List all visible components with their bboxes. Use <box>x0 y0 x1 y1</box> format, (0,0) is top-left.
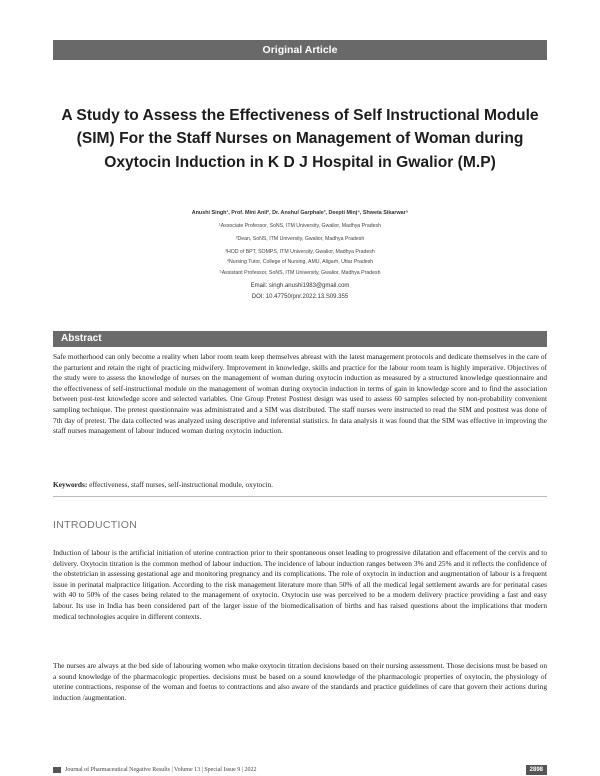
author-email[interactable]: Email: singh.anushi1983@gmail.com <box>250 283 350 289</box>
footer-bar <box>53 767 61 773</box>
section-divider <box>53 496 547 497</box>
keywords-label: Keywords: <box>53 480 88 489</box>
affiliation-1: ¹Associate Professor, SoNS, ITM University, Gwalior, Madhya Pradesh <box>219 223 381 229</box>
page-footer <box>53 765 547 775</box>
abstract-text: Safe motherhood can only become a reality when labor room team keep themselves abreast with the latest management protocols and dedicate themselves in the care of the parturient and retain the right of practicing midwifery. Improvement in knowledge, skills and practice for the labour room team is highly imperative. Objectives of the study were to assess the knowledge of nurses on the management of woman during oxytocin induction as measured by a structured knowledge questionnaire and the effectiveness of self-instructional module on the management of woman during oxytocin induction in terms of gain in knowledge score and to find the association between post-test knowledge score and selected variables. One Group Pretest Posttest design was used to assess 60 samples selected by non-probability convenient sampling technique. The pretest questionnaire was administrated and a SIM was distributed. The staff nurses were instructed to read the SIM and posttest was done of 7th day of pretest. The data collected was analyzed using descriptive and inferential statistics. In data analysis it was found that the SIM was effective in improving the staff nurses management of labour induced woman during oxytocin induction. <box>53 352 547 436</box>
keywords-line <box>53 480 547 489</box>
author-list: Anushi Singh¹, Prof. Mini Anil², Dr. Anshul Garphale³, Deepti Minj⁴, Shweta Sikarwar⁵ <box>191 210 409 216</box>
article-title: A Study to Assess the Effectiveness of Self Instructional Module (SIM) For the Staff Nurses on Management of Woman during Oxytocin Induction in K D J Hospital in Gwalior (M.P) <box>61 107 539 171</box>
affiliation-5: ⁵Assistant Professor, SoNS, ITM University, Gwalior, Madhya Pradesh <box>219 270 381 276</box>
article-doi[interactable]: DOI: 10.47750/pnr.2022.13.S09.355 <box>251 294 349 300</box>
affiliation-2: ²Dean, SoNS, ITM University, Gwalior, Madhya Pradesh <box>235 236 365 242</box>
affiliation-3: ³HOD of BPT, SOMPS, ITM University, Gwalior, Madhya Pradesh <box>225 249 375 255</box>
abstract-heading: Abstract <box>53 331 547 347</box>
article-type-banner: Original Article <box>53 40 547 60</box>
introduction-heading: INTRODUCTION <box>53 519 138 531</box>
introduction-paragraph-1: Induction of labour is the artificial initiation of uterine contraction prior to their spontaneous onset leading to progressive dilatation and effacement of the cervix and to delivery. Oxytocin titration is the common method of labour induction. The incidence of labour induction ranges between 3% and 25% and it reflects the confidence of the obstetrician in assessing gestational age and monitoring pregnancy and its complications. The role of oxytocin in induction and augmentation of labour is a frequent issue in perinatal malpractice litigation. According to the risk management literature more than 50% of all the medical legal settlement awards are for perinatal cases with 40 to 50% of the cases being related to the management of oxytocin. Oxytocin use was perceived to be a modern delivery practice providing a fast and easy labour. Its use in India has been considered part of the larger issue of the biomedicalisation of births and has raised questions about the implications that modern medical technologies acquire in different contexts. <box>53 548 547 621</box>
page-number: 2898 <box>526 765 547 775</box>
keywords-text: effectiveness, staff nurses, self-instructional module, oxytocin. <box>87 480 274 489</box>
affiliation-4: ⁴Nursing Tutor, College of Nursing, AMU, Aligarh, Uttar Pradesh <box>226 259 374 265</box>
introduction-paragraph-2: The nurses are always at the bed side of labouring women who make oxytocin titration decisions based on their nursing assessment. Those decisions must be based on a sound knowledge of the pharmacologic properties. decisions must be based on a sound knowledge of the pharmacologic properties of oxytocin, the physiology of uterine contractions, response of the woman and foetus to contractions and also aware of the standards and practice guidelines of care that govern their actions during induction /augmentation. <box>53 661 547 702</box>
footer-journal: Journal of Pharmaceutical Negative Results | Volume 13 | Special Issue 9 | 2022 <box>65 767 257 773</box>
